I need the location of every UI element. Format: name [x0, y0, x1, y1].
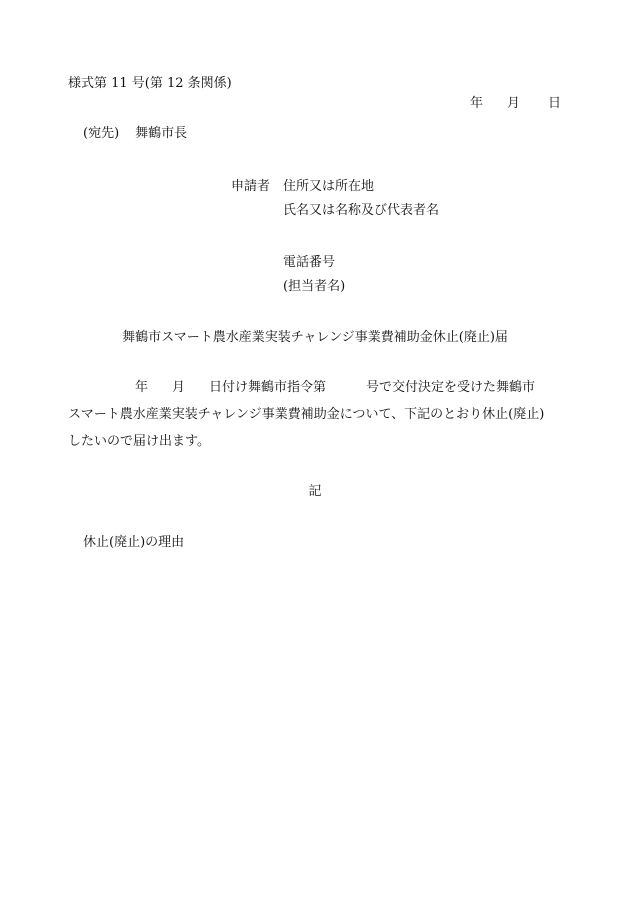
applicant-contact-label: (担当者名) [283, 279, 346, 294]
body-line-1 [135, 380, 535, 396]
form-number: 様式第 11 号(第 12 条関係) [68, 76, 232, 91]
body-month: 月 [172, 380, 186, 395]
reason-label: 休止(廃止)の理由 [83, 535, 185, 550]
applicant-address-label: 住所又は所在地 [283, 179, 375, 194]
date-line [470, 96, 561, 112]
addressee-label: (宛先) [83, 126, 120, 141]
date-day: 日 [548, 96, 562, 111]
applicant-name-label: 氏名又は名称及び代表者名 [283, 203, 440, 218]
applicant-label: 申請者 [231, 179, 271, 194]
body-line-2: スマート農水産業実装チャレンジ事業費補助金について、下記のとおり休止(廃止) [68, 407, 545, 422]
date-year: 年 [470, 96, 484, 111]
body-line-3: したいので届け出ます。 [68, 434, 210, 449]
document-title: 舞鶴市スマート農水産業実装チャレンジ事業費補助金休止(廃止)届 [122, 330, 508, 345]
body-segment-1: 日付け舞鶴市指令第 [209, 380, 327, 395]
date-month: 月 [507, 96, 521, 111]
body-segment-2: 号で交付決定を受けた舞鶴市 [366, 380, 536, 395]
ki-heading: 記 [308, 484, 322, 499]
addressee [83, 126, 187, 142]
addressee-name: 舞鶴市長 [135, 126, 188, 141]
applicant-phone-label: 電話番号 [283, 255, 336, 270]
body-year: 年 [135, 380, 149, 395]
